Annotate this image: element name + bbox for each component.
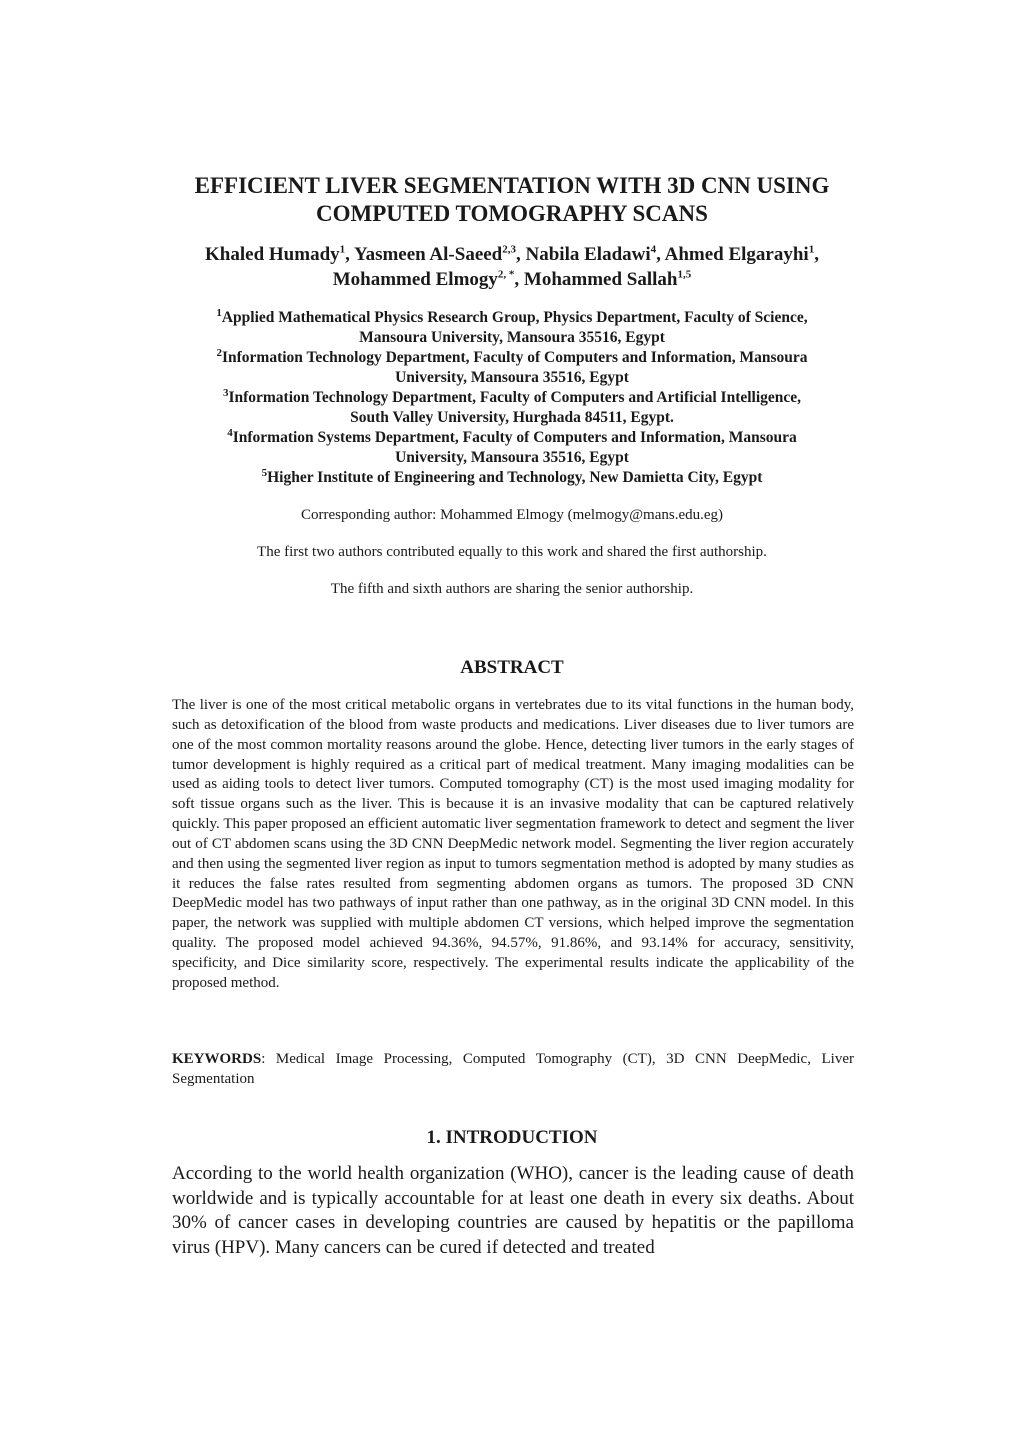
author-affil-mark: 1 (808, 243, 815, 256)
abstract-text: The liver is one of the most critical metabolic organs in vertebrates due to its vital functions in the human body, such as detoxification of the blood from waste products and medications. Liver diseases due to liver tumors are one of the most common mortality reasons around the globe. Hence, detecting liver tumors in the early stages of tumor development is highly required as a critical part of medical treatment. Many imaging modalities can be used as aiding tools to detect liver tumors. Computed tomography (CT) is the most used imaging modality for soft tissue organs such as the liver. This is because it is an invasive modality that can be captured relatively quickly. This paper proposed an efficient automatic liver segmentation framework to detect and segment the liver out of CT abdomen scans using the 3D CNN DeepMedic network model. Segmenting the liver region accurately and then using the segmented liver region as input to tumors segmentation method is adopted by many studies as it reduces the false rates resulted from segmenting abdomen organs as tumors. The proposed 3D CNN DeepMedic model has two pathways of input rather than one pathway, as in the original 3D CNN model. In this paper, the network was supplied with multiple abdomen CT versions, which helped improve the segmentation quality. The proposed model achieved 94.36%, 94.57%, 91.86%, and 93.14% for accuracy, sensitivity, specificity, and Dice similarity score, respectively. The experimental results indicate the applicability of the proposed method. (172, 697, 854, 991)
affiliation-line: Mansoura University, Mansoura 35516, Egypt (359, 329, 665, 346)
affiliation-number: 1 (216, 306, 222, 319)
author-name: Mohammed Sallah (523, 269, 678, 290)
first-authors-note: The first two authors contributed equally to this work and shared the first authorship. (257, 544, 767, 560)
affiliation-line: South Valley University, Hurghada 84511, Egypt. (350, 409, 674, 426)
affiliation-line: University, Mansoura 35516, Egypt (395, 369, 629, 386)
affiliation-item (0, 468, 1024, 488)
author-affil-mark: 1,5 (677, 268, 692, 281)
author-list: Khaled Humady$^1$, Yasmeen Al-Saeed$^{2,3}$, Nabila Eladawi$^4$, Ahmed Elgarayhi$^1$, Mohammed Elmogy$^{2, *}$, Mohammed Sallah$^{1,5}$ (205, 243, 819, 290)
affiliation-number: 5 (261, 466, 268, 479)
author-name: Yasmeen Al-Saeed (353, 244, 503, 265)
author-name: Nabila Eladawi (525, 244, 651, 265)
title-line-2: COMPUTED TOMOGRAPHY SCANS (316, 201, 708, 226)
affiliation-number: 3 (222, 386, 229, 399)
author-affil-mark: 2,3 (502, 243, 517, 256)
affiliation-number: 2 (216, 346, 222, 359)
affiliation-item (0, 428, 1024, 468)
affiliation-line: Higher Institute of Engineering and Technology, New Damietta City, Egypt (267, 469, 763, 486)
senior-authors-note: The fifth and sixth authors are sharing the senior authorship. (330, 581, 694, 597)
author-affil-mark: 4 (650, 243, 657, 256)
affiliation-item (0, 308, 1024, 348)
affiliation-line: Applied Mathematical Physics Research Group, Physics Department, Faculty of Science, (221, 309, 808, 326)
title-line-1: EFFICIENT LIVER SEGMENTATION WITH 3D CNN USING (194, 173, 830, 198)
affiliation-item (0, 388, 1024, 428)
affiliation-line: Information Technology Department, Faculty of Computers and Information, Mansoura (221, 349, 808, 366)
paper-title (0, 172, 1024, 228)
affiliation-number: 4 (227, 426, 233, 439)
affiliation-list (0, 308, 1024, 488)
affiliation-line: University, Mansoura 35516, Egypt (395, 449, 629, 466)
author-affil-mark: 2, * (497, 268, 515, 281)
author-affil-mark: 1 (339, 243, 346, 256)
abstract-heading: ABSTRACT (460, 657, 564, 678)
keywords (172, 1049, 854, 1089)
keywords-label: KEYWORDS (172, 1051, 262, 1067)
introduction-heading: 1. INTRODUCTION (426, 1127, 598, 1148)
corresponding-author-note: Corresponding author: Mohammed Elmogy (melmogy@mans.edu.eg) (300, 507, 724, 523)
author-name: Khaled Humady (205, 244, 340, 265)
author-name: Mohammed Elmogy (332, 269, 498, 290)
affiliation-line: Information Systems Department, Faculty of Computers and Information, Mansoura (232, 429, 797, 446)
affiliation-line: Information Technology Department, Faculty of Computers and Artificial Intelligence, (228, 389, 802, 406)
author-name: Ahmed Elgarayhi (664, 244, 809, 265)
affiliation-item (0, 348, 1024, 388)
keywords-text: : Medical Image Processing, Computed Tomography (CT), 3D CNN DeepMedic, Liver Segmentation (172, 1051, 854, 1087)
introduction-text: According to the world health organization (WHO), cancer is the leading cause of death worldwide and is typically accountable for at least one death in every six deaths. About 30% of cancer cases in developing countries are caused by hepatitis or the papilloma virus (HPV). Many cancers can be cured if detected and treated (172, 1163, 854, 1258)
